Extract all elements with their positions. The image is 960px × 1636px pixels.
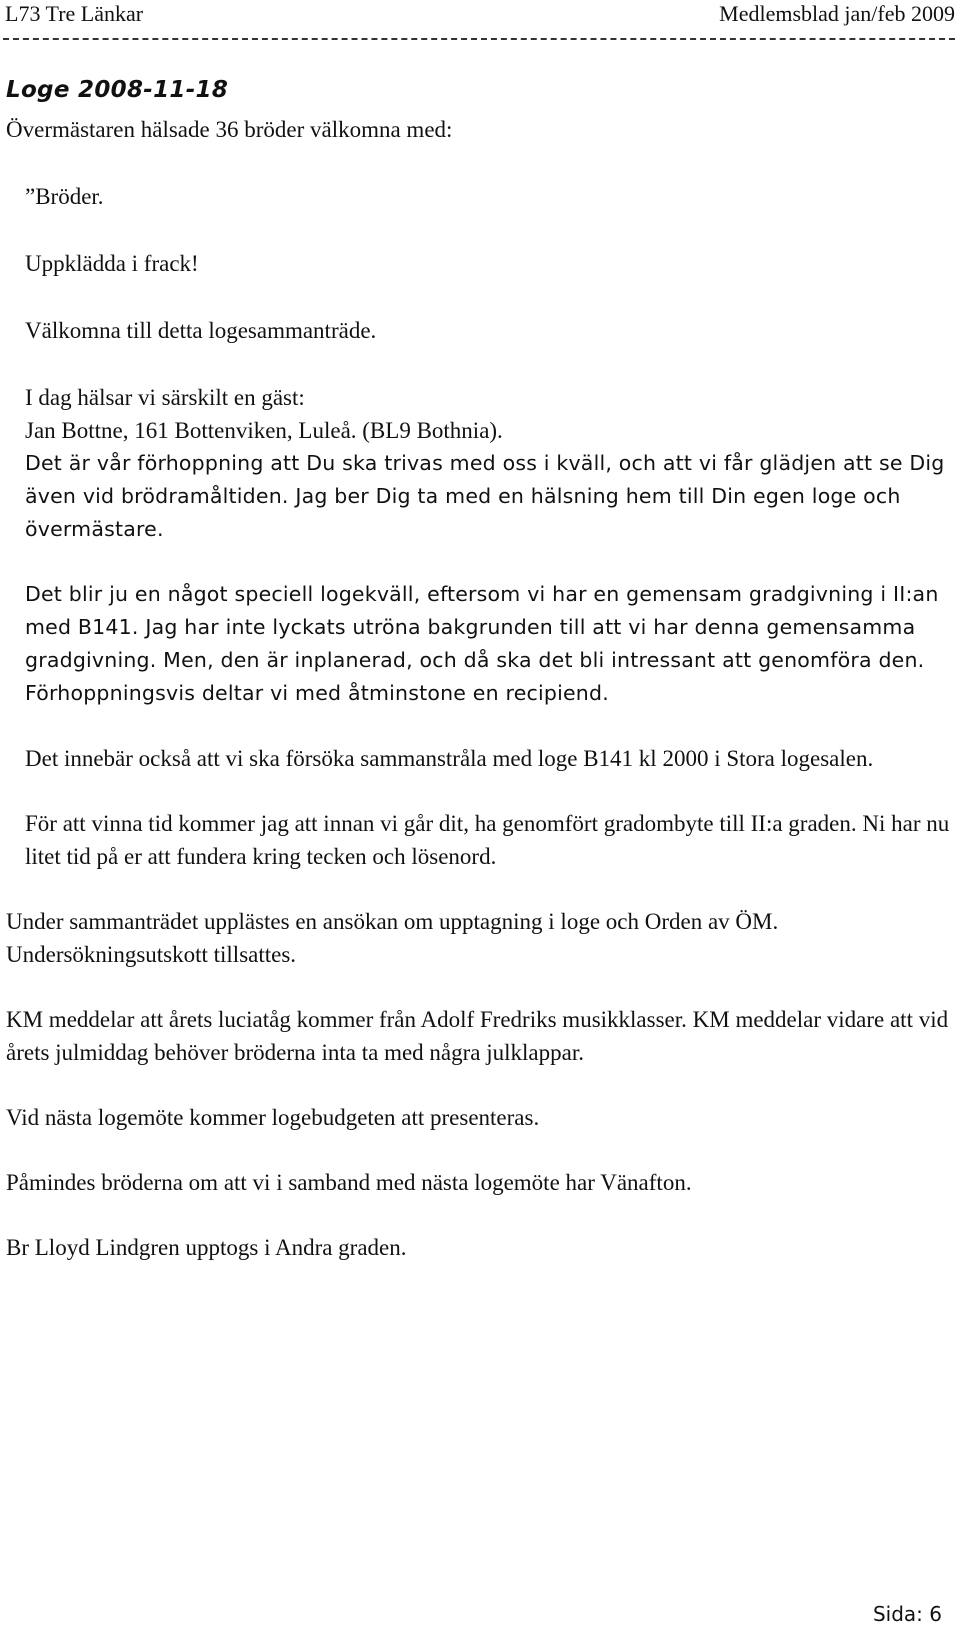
welcome-quote [25,180,956,873]
quote-guest-name: Jan Bottne, 161 Bottenviken, Luleå. (BL9 Bothnia). [25,418,503,443]
lodge-name: L73 Tre Länkar [5,1,144,26]
header-divider [3,38,955,40]
quote-greeting: ”Bröder. [25,184,104,209]
paragraph-meeting-place: Det innebär också att vi ska försöka sammanstråla med loge B141 kl 2000 i Stora logesalen. [25,746,874,771]
quote-welcome: Välkomna till detta logesammanträde. [25,318,377,343]
paragraph-budget: Vid nästa logemöte kommer logebudgeten att presenteras. [6,1105,540,1130]
quote-hope: Det är vår förhoppning att Du ska trivas med oss i kväll, och att vi får glädjen att se Dig även vid brödramåltiden. Jag ber Dig ta med en hälsning hem till Din egen loge och övermästare. [25,451,945,541]
page-header [0,0,960,50]
paragraph-degree-change: För att vinna tid kommer jag att innan vi går dit, ha genomfört gradombyte till II:a graden. Ni har nu litet tid på er att fundera kring tecken och lösenord. [25,811,950,869]
quote-attire: Uppklädda i frack! [25,251,199,276]
paragraph-vanafton: Påmindes bröderna om att vi i samband med nästa logemöte har Vänafton. [6,1170,692,1195]
page-number: Sida: 6 [872,1602,942,1626]
paragraph-lucia: KM meddelar att årets luciatåg kommer från Adolf Fredriks musikklasser. KM meddelar vidare att vid årets julmiddag behöver bröderna inta ta med några julklappar. [6,1007,949,1065]
newsletter-issue: Medlemsblad jan/feb 2009 [719,1,955,26]
paragraph-degree-promotion: Br Lloyd Lindgren upptogs i Andra graden. [6,1235,407,1260]
quote-guest-intro: I dag hälsar vi särskilt en gäst: [25,385,305,410]
paragraph-application: Under sammanträdet upplästes en ansökan om upptagning i loge och Orden av ÖM. Undersökningsutskott tillsattes. [6,909,779,967]
intro-text: Övermästaren hälsade 36 bröder välkomna med: [6,117,453,142]
paragraph-joint-degree: Det blir ju en något speciell logekväll, eftersom vi har en gemensam gradgivning i II:an med B141. Jag har inte lyckats utröna bakgrunden till att vi har denna gemensamma gradgivning. Men, den är inplanerad, och då ska det bli intressant att genomföra den. Förhoppningsvis deltar vi med åtminstone en recipiend. [25,582,939,705]
meeting-notes [6,113,956,1264]
meeting-title: Loge 2008-11-18 [6,77,229,103]
